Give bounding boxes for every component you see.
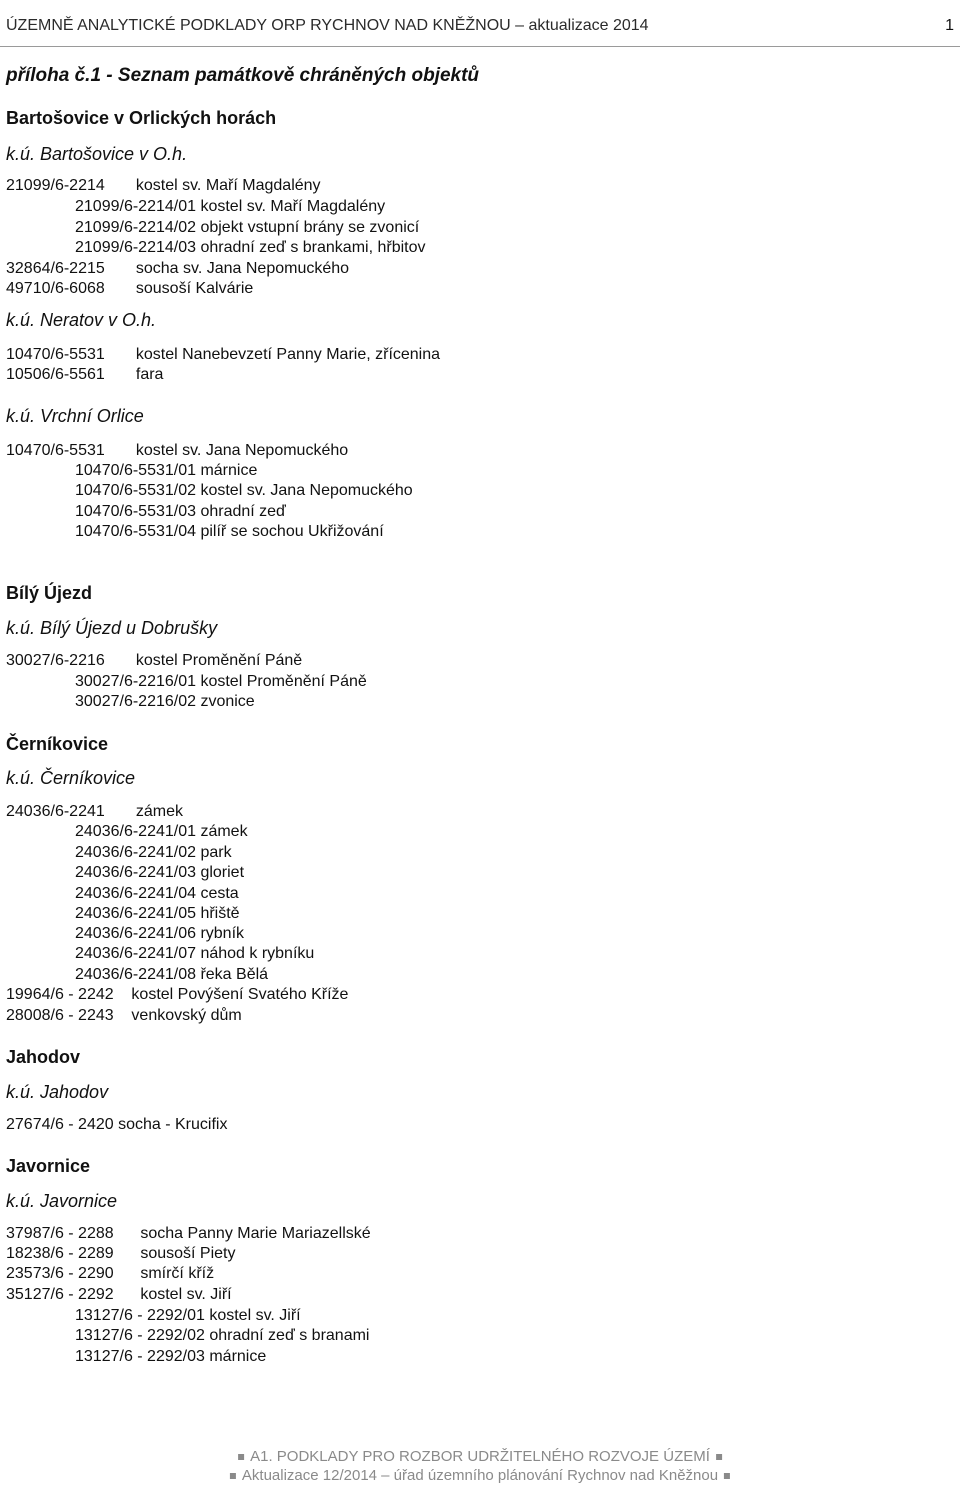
cadastral-area-heading: k.ú. Bílý Újezd u Dobrušky bbox=[6, 618, 218, 638]
page-number: 1 bbox=[945, 17, 954, 34]
monument-entry: 27674/6 - 2420 socha - Krucifix bbox=[6, 1116, 228, 1133]
monument-entry: 13127/6 - 2292/03 márnice bbox=[75, 1348, 267, 1365]
monument-entry: 23573/6 - 2290 smírčí kříž bbox=[6, 1265, 215, 1282]
page-header bbox=[0, 0, 960, 47]
monument-entry: 35127/6 - 2292 kostel sv. Jiří bbox=[6, 1286, 232, 1303]
monument-entry: 21099/6-2214/03 ohradní zeď s brankami, hřbitov bbox=[75, 239, 426, 256]
monument-entry: 24036/6-2241/01 zámek bbox=[75, 823, 248, 840]
monument-entry: 21099/6-2214 kostel sv. Maří Magdalény bbox=[6, 177, 321, 194]
footer-subtitle: Aktualizace 12/2014 – úřad územního plánování Rychnov nad Kněžnou bbox=[241, 1467, 719, 1484]
monument-entry: 24036/6-2241/07 náhod k rybníku bbox=[75, 945, 315, 962]
municipality-heading: Černíkovice bbox=[6, 734, 109, 754]
monument-entry: 49710/6-6068 sousoší Kalvárie bbox=[6, 280, 254, 297]
monument-entry: 10470/6-5531 kostel Nanebevzetí Panny Marie, zřícenina bbox=[6, 346, 441, 363]
footer-title: A1. PODKLADY PRO ROZBOR UDRŽITELNÉHO ROZVOJE ÚZEMÍ bbox=[250, 1448, 710, 1465]
monument-entry: 19964/6 - 2242 kostel Povýšení Svatého Kříže bbox=[6, 986, 349, 1003]
monument-entry: 10470/6-5531/03 ohradní zeď bbox=[75, 503, 286, 520]
monument-entry: 30027/6-2216/02 zvonice bbox=[75, 693, 255, 710]
monument-entry: 21099/6-2214/01 kostel sv. Maří Magdalény bbox=[75, 198, 386, 215]
bullet-square-icon bbox=[238, 1454, 244, 1460]
monument-entry: 24036/6-2241/06 rybník bbox=[75, 925, 245, 942]
footer-line-1 bbox=[232, 1448, 728, 1465]
monument-entry: 24036/6-2241/05 hřiště bbox=[75, 905, 240, 922]
monument-entry: 32864/6-2215 socha sv. Jana Nepomuckého bbox=[6, 260, 350, 277]
header-title: ÚZEMNĚ ANALYTICKÉ PODKLADY ORP RYCHNOV NAD KNĚŽNOU – aktualizace 2014 bbox=[6, 17, 649, 34]
cadastral-area-heading: k.ú. Černíkovice bbox=[6, 768, 136, 788]
municipality-heading: Jahodov bbox=[6, 1047, 81, 1067]
monument-entry: 18238/6 - 2289 sousoší Piety bbox=[6, 1245, 236, 1262]
monument-entry: 24036/6-2241/02 park bbox=[75, 844, 232, 861]
monument-entry: 10470/6-5531/01 márnice bbox=[75, 462, 258, 479]
monument-entry: 21099/6-2214/02 objekt vstupní brány se zvonicí bbox=[75, 219, 420, 236]
monument-entry: 30027/6-2216 kostel Proměnění Páně bbox=[6, 652, 303, 669]
monument-entry: 24036/6-2241 zámek bbox=[6, 803, 183, 820]
monument-entry: 13127/6 - 2292/01 kostel sv. Jiří bbox=[75, 1307, 301, 1324]
municipality-heading: Bílý Újezd bbox=[6, 583, 93, 603]
monument-entry: 28008/6 - 2243 venkovský dům bbox=[6, 1007, 242, 1024]
monument-entry: 13127/6 - 2292/02 ohradní zeď s branami bbox=[75, 1327, 370, 1344]
cadastral-area-heading: k.ú. Neratov v O.h. bbox=[6, 310, 157, 330]
monument-entry: 24036/6-2241/04 cesta bbox=[75, 885, 239, 902]
bullet-square-icon bbox=[716, 1454, 722, 1460]
monument-entry: 10470/6-5531/04 pilíř se sochou Ukřižování bbox=[75, 523, 384, 540]
bullet-square-icon bbox=[230, 1473, 236, 1479]
monument-entry: 10506/6-5561 fara bbox=[6, 366, 164, 383]
monument-entry: 10470/6-5531/02 kostel sv. Jana Nepomuckého bbox=[75, 482, 413, 499]
cadastral-area-heading: k.ú. Bartošovice v O.h. bbox=[6, 144, 188, 164]
attachment-heading: příloha č.1 - Seznam památkově chráněných objektů bbox=[6, 65, 480, 86]
monument-entry: 10470/6-5531 kostel sv. Jana Nepomuckého bbox=[6, 442, 349, 459]
footer-line-2 bbox=[224, 1467, 736, 1484]
cadastral-area-heading: k.ú. Jahodov bbox=[6, 1082, 109, 1102]
monument-entry: 37987/6 - 2288 socha Panny Marie Mariazellské bbox=[6, 1225, 371, 1242]
monument-entry: 24036/6-2241/08 řeka Bělá bbox=[75, 966, 269, 983]
cadastral-area-heading: k.ú. Vrchní Orlice bbox=[6, 406, 144, 426]
cadastral-area-heading: k.ú. Javornice bbox=[6, 1191, 118, 1211]
bullet-square-icon bbox=[724, 1473, 730, 1479]
monument-entry: 24036/6-2241/03 gloriet bbox=[75, 864, 245, 881]
municipality-heading: Bartošovice v Orlických horách bbox=[6, 108, 277, 128]
monument-entry: 30027/6-2216/01 kostel Proměnění Páně bbox=[75, 673, 367, 690]
municipality-heading: Javornice bbox=[6, 1156, 91, 1176]
